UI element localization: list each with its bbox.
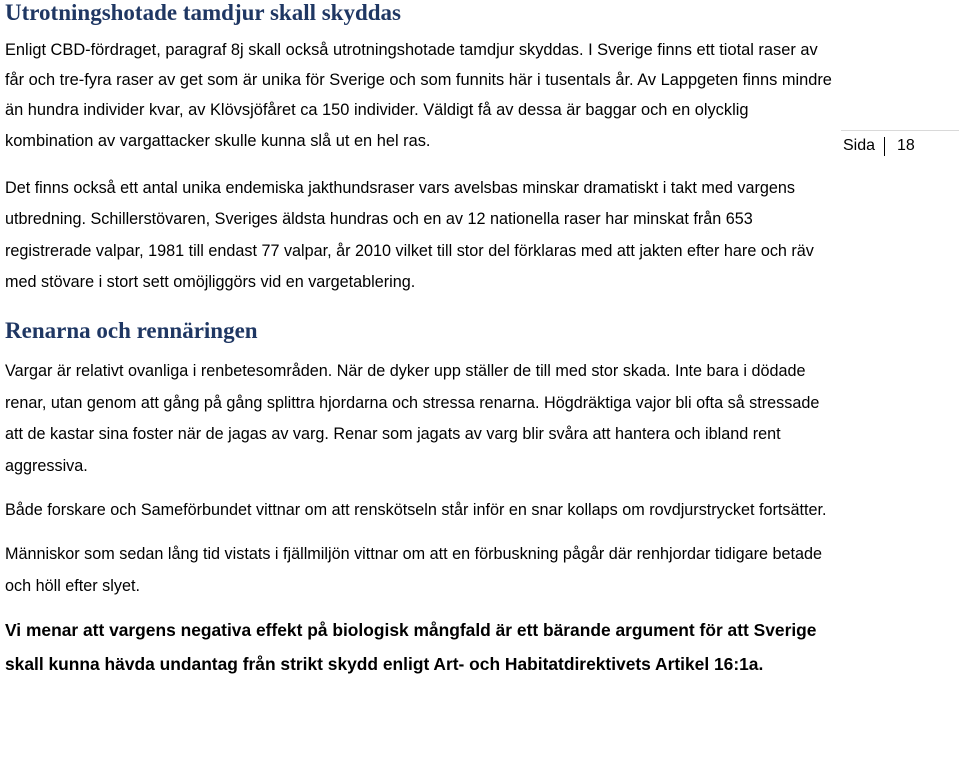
paragraph-reindeer-damage: Vargar är relativt ovanliga i renbetesområden. När de dyker upp ställer de till med stor skada. Inte bara i dödade renar, utan genom att gång på gång splittra hjordarna och stressa renarna. Högdräktiga vajor bli ofta så stressade att de kastar sina foster när de jagas av varg. Renar som jagats av varg blir svåra att hantera och ibland rent aggressiva. bbox=[5, 362, 820, 475]
paragraph-conclusion: Vi menar att vargens negativa effekt på biologisk mångfald är ett bärande argument för att Sverige skall kunna hävda undantag från strikt skydd enligt Art- och Habitatdirektivets Artikel 16:1a. bbox=[5, 620, 817, 674]
paragraph-mountain-scrub: Människor som sedan lång tid vistats i fjällmiljön vittnar om att en förbuskning pågår där renhjordar tidigare betade och höll efter slyet. bbox=[5, 545, 822, 595]
section-heading-endangered-livestock: Utrotningshotade tamdjur skall skyddas bbox=[5, 0, 401, 25]
paragraph-hunting-dog-breeds: Det finns också ett antal unika endemiska jakthundsraser vars avelsbas minskar dramatiskt i takt med vargens utbredning. Schillerstövaren, Sveriges äldsta hundras och en av 12 nationella raser har minskat från 653 registrerade valpar, 1981 till endast 77 valpar, år 2010 vilket till stor del förklaras med att jakten efter hare och räv med stövare i stort sett omöjliggörs vid en vargetablering. bbox=[5, 178, 814, 292]
paragraph-cbd-endangered-breeds: Enligt CBD-fördraget, paragraf 8j skall också utrotningshotade tamdjur skyddas. I Sverige finns ett tiotal raser av får och tre-fyra raser av get som är unika för Sverige och som funnits här i tusentals år. Av Lappgeten finns mindre än hundra individer kvar, av Klövsjöfåret ca 150 individer. Väldigt få av dessa är baggar och en olycklig kombination av vargattacker skulle kunna slå ut en hel ras. bbox=[5, 41, 832, 150]
page-number-footer bbox=[841, 130, 959, 163]
section-heading-reindeer: Renarna och rennäringen bbox=[5, 318, 258, 344]
page-number-divider bbox=[884, 137, 885, 156]
paragraph-researchers-collapse: Både forskare och Sameförbundet vittnar om att renskötseln står inför en snar kollaps om rovdjurstrycket fortsätter. bbox=[5, 501, 827, 520]
page-number: 18 bbox=[897, 137, 915, 154]
page-label: Sida bbox=[843, 137, 876, 154]
document-page bbox=[5, 0, 835, 681]
